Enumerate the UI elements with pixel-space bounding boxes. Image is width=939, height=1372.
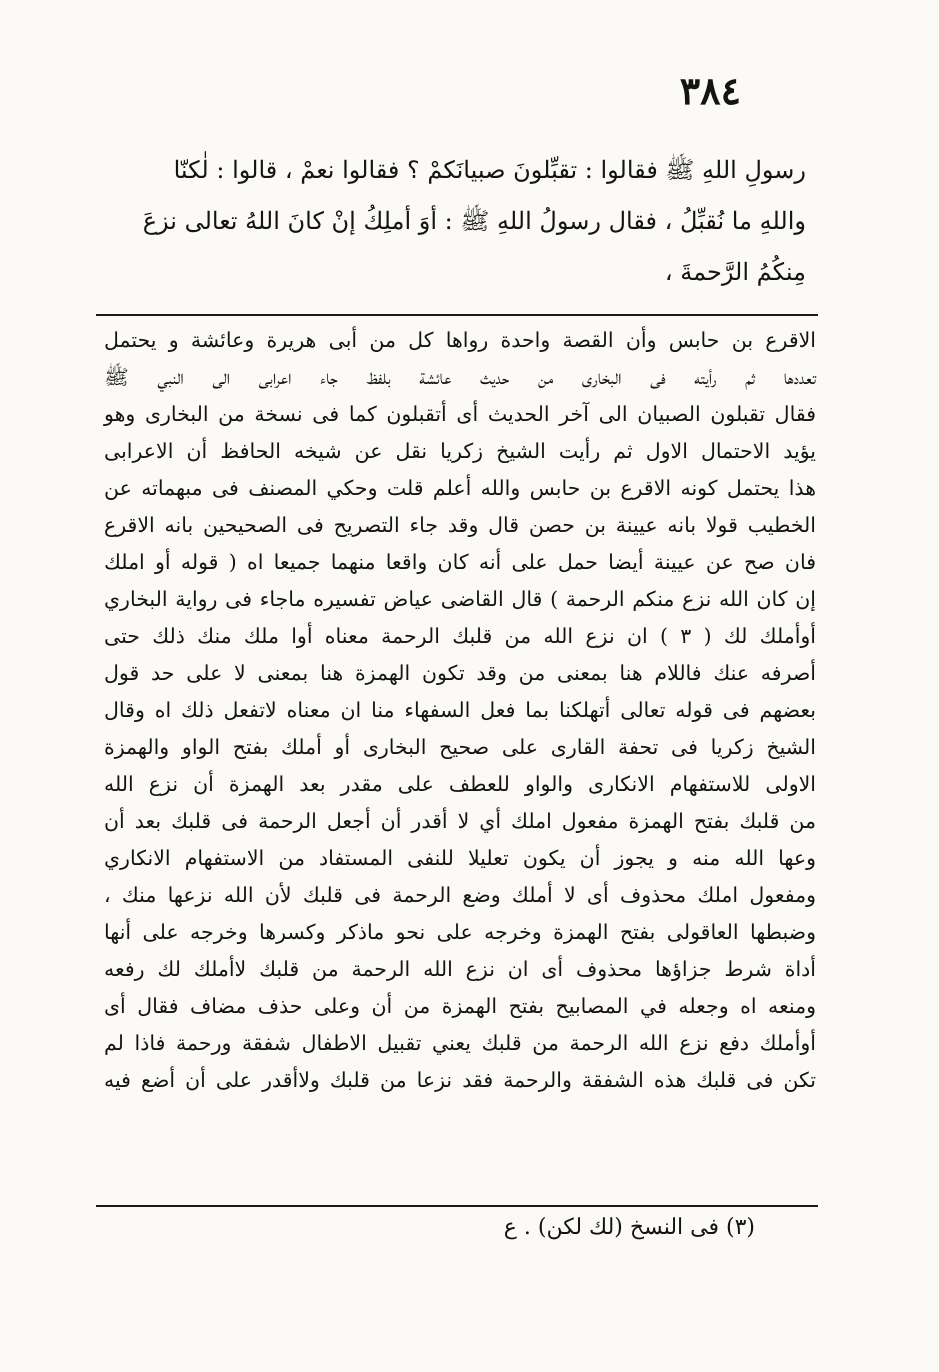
hadith-line: رسولِ اللهِ ﷺ فقالوا : تقبِّلونَ صبيانَكمْ ؟ فقالوا نعمْ ، قالوا : لٰكنّا (173, 156, 806, 184)
commentary-line: الاقرع بن حابس وأن القصة واحدة رواها كل من أبى هريرة وعائشة و يحتمل (104, 328, 816, 352)
commentary-line: أصرفه عنك فاللام هنا بمعنى من وقد تكون الهمزة هنا بمعنى لا على حد قول (104, 661, 816, 685)
commentary-line: الاولى للاستفهام الانكارى والواو للعطف على مقدر بعد الهمزة أن نزع الله (104, 772, 816, 796)
commentary-text (104, 322, 816, 1099)
commentary-line: فان صح عن عيينة أيضا حمل على أنه كان واقعا منهما جميعا اه ( قوله أو املك (104, 550, 816, 574)
commentary-line: فقال تقبلون الصبيان الى آخر الحديث أى أتقبلون كما فى نسخة من البخارى وهو (104, 402, 816, 426)
commentary-line: أوأملك لك ( ٣ ) ان نزع الله من قلبك الرحمة معناه أوا ملك منك ذلك حتى (104, 624, 816, 648)
commentary-line: هذا يحتمل كونه الاقرع بن حابس والله أعلم قلت وحكي المصنف فى مبهماته عن (104, 476, 816, 500)
page-number: ٣٨٤ (679, 68, 741, 113)
hadith-line: مِنكُمُ الرَّحمةَ ، (664, 258, 806, 286)
commentary-line: بعضهم فى قوله تعالى أتهلكنا بما فعل السفهاء منا ان معناه لاتفعل ذلك اه وقال (104, 698, 816, 722)
commentary-line: تكن فى قلبك هذه الشفقة والرحمة فقد نزعا من قلبك ولاأقدر على أن أضع فيه (104, 1068, 816, 1092)
commentary-line: تعددها ثم رأيته فى البخارى من حديث عائشة بلفظ جاء اعرابى الى النبي ﷺ (104, 365, 816, 389)
commentary-line: وعها الله منه و يجوز أن يكون تعليلا للنفى المستفاد من الاستفهام الانكاري (104, 846, 816, 870)
commentary-line: الخطيب قولا بانه عيينة بن حصن قال وقد جاء التصريح فى الصحيحين بانه الاقرع (104, 513, 816, 537)
commentary-line: من قلبك بفتح الهمزة مفعول املك أي لا أقدر أن أجعل الرحمة فى قلبك بعد أن (104, 809, 816, 833)
separator-rule (96, 314, 818, 316)
commentary-line: ومفعول املك محذوف أى لا أملك وضع الرحمة فى قلبك لأن الله نزعها منك ، (104, 883, 816, 907)
commentary-line: أداة شرط جزاؤها محذوف أى ان نزع الله الرحمة من قلبك لاأملك لك رفعه (104, 957, 816, 981)
commentary-line: ومنعه اه وجعله في المصابيح بفتح الهمزة من أن وعلى حذف مضاف فقال أى (104, 994, 816, 1018)
hadith-text (100, 145, 806, 298)
commentary-line: وضبطها العاقولى بفتح الهمزة وخرجه على نحو ماذكر وكسرها وخرجه على أنها (104, 920, 816, 944)
commentary-line: أوأملك دفع نزع الله الرحمة من قلبك يعني تقبيل الاطفال شفقة ورحمة فاذا لم (104, 1031, 816, 1055)
footnote: (٣) فى النسخ (لك لكن) . ع (503, 1215, 755, 1240)
hadith-line: واللهِ ما نُقبِّلُ ، فقال رسولُ اللهِ ﷺ : أوَ أملِكُ إنْ كانَ اللهُ تعالى نزعَ (142, 207, 806, 235)
footnote-rule (96, 1205, 818, 1207)
commentary-line: يؤيد الاحتمال الاول ثم رأيت الشيخ زكريا نقل عن شيخه الحافظ أن الاعرابى (104, 439, 816, 463)
commentary-line: الشيخ زكريا فى تحفة القارى على صحيح البخارى أو أملك بفتح الواو والهمزة (104, 735, 816, 759)
commentary-line: إن كان الله نزع منكم الرحمة ) قال القاضى عياض تفسيره ماجاء فى رواية البخاري (104, 587, 816, 611)
